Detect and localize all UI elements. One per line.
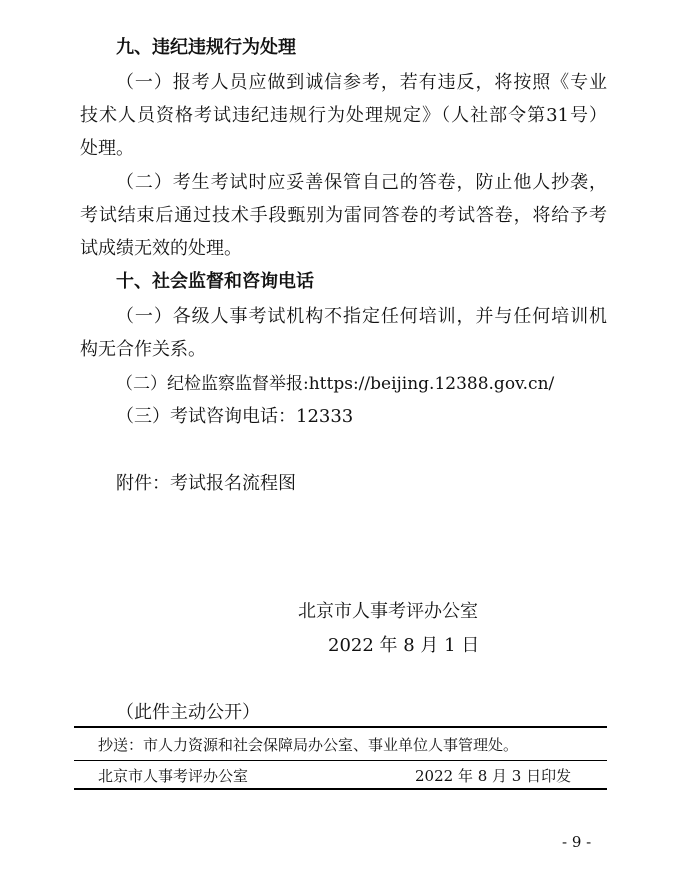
- footer-cc: 抄送：市人力资源和社会保障局办公室、事业单位人事管理处。: [98, 736, 519, 754]
- signature-date: 2022 年 8 月 1 日: [328, 635, 480, 656]
- footer-issuer: 北京市人事考评办公室: [98, 767, 249, 785]
- page-number: - 9 -: [562, 833, 592, 851]
- section-10-para-1-line-1: （一）各级人事考试机构不指定任何培训，并与任何培训机: [116, 306, 607, 327]
- section-10-heading: 十、社会监督和咨询电话: [116, 271, 314, 292]
- attachment-note: 附件：考试报名流程图: [116, 473, 296, 494]
- footer-top-rule: [74, 726, 607, 728]
- section-9-heading: 九、违纪违规行为处理: [116, 37, 296, 58]
- section-9-para-1-line-1: （一）报考人员应做到诚信参考，若有违反，将按照《专业: [116, 72, 607, 93]
- footer-middle-rule: [74, 760, 607, 761]
- section-9-para-2-line-3: 试成绩无效的处理。: [80, 238, 242, 259]
- section-10-para-1-line-2: 构无合作关系。: [80, 339, 206, 360]
- section-9-para-2-line-1: （二）考生考试时应妥善保管自己的答卷，防止他人抄袭，: [116, 172, 607, 193]
- section-9-para-2-line-2: 考试结束后通过技术手段甄别为雷同答卷的考试答卷，将给予考: [80, 205, 607, 226]
- signature-org: 北京市人事考评办公室: [298, 601, 478, 622]
- section-10-para-2: （二）纪检监察监督举报:https://beijing.12388.gov.cn/: [116, 374, 555, 394]
- footer-bottom-rule: [74, 788, 607, 790]
- footer-print-date: 2022 年 8 月 3 日印发: [415, 767, 572, 785]
- section-9-para-1-line-2: 技术人员资格考试违纪违规行为处理规定》（人社部令第31号）: [80, 105, 607, 126]
- section-9-para-1-line-3: 处理。: [80, 138, 134, 159]
- section-10-para-3: （三）考试咨询电话：12333: [116, 406, 354, 427]
- publicity-note: （此件主动公开）: [116, 702, 260, 723]
